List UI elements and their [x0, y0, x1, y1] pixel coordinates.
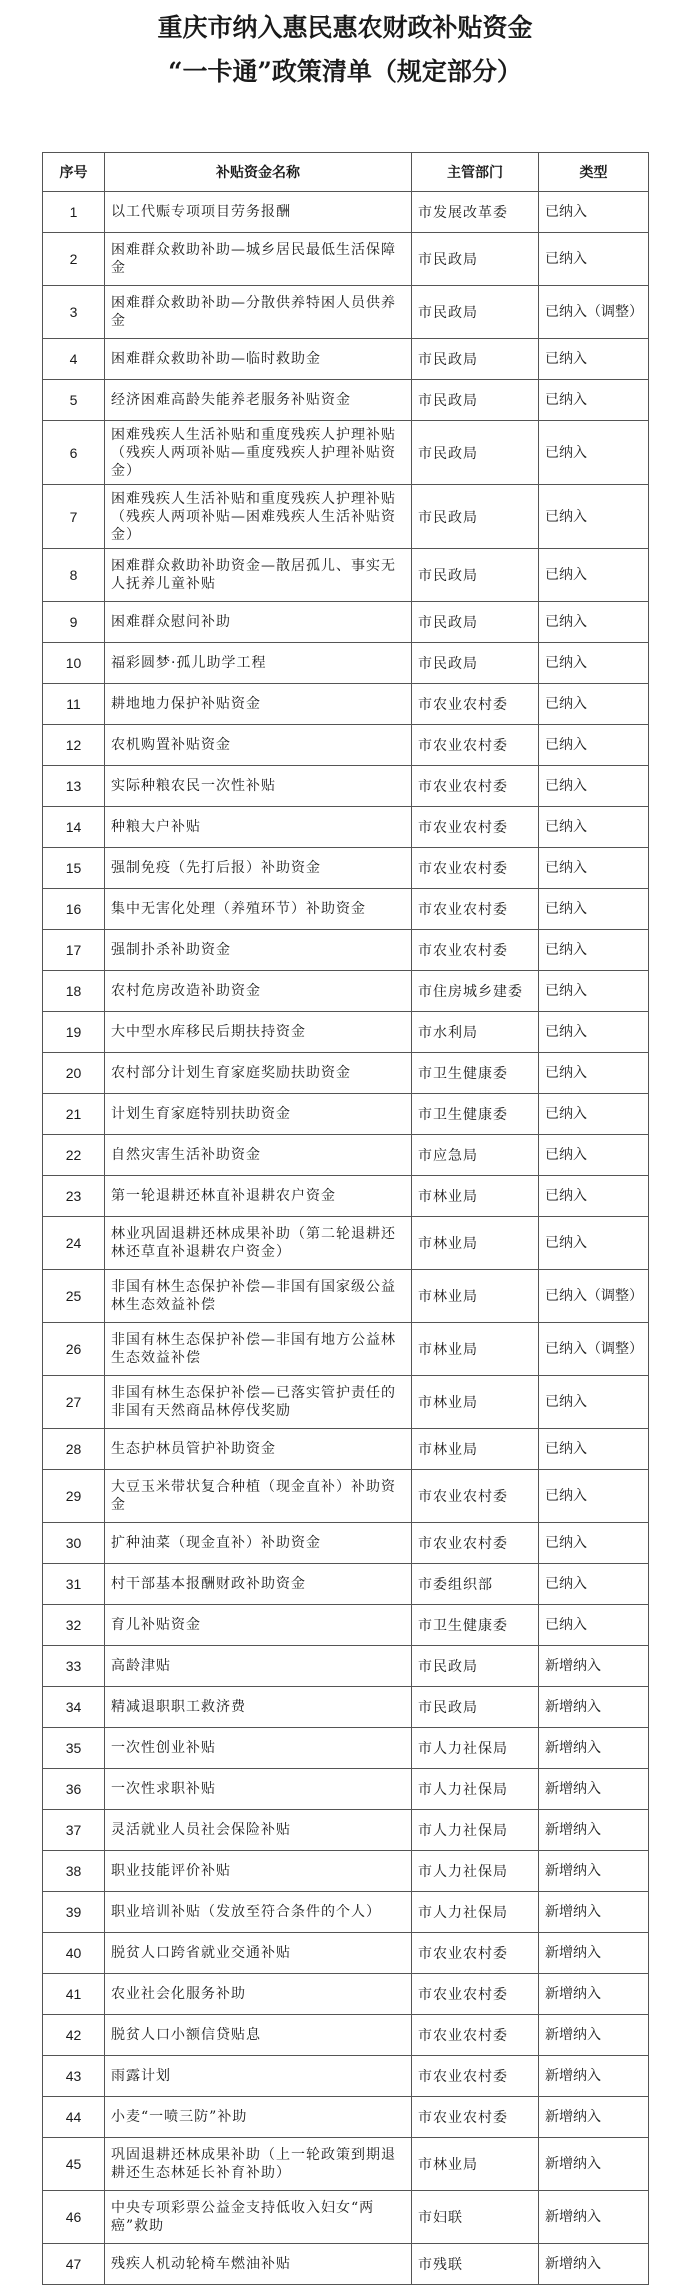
table-row	[43, 684, 649, 725]
subsidy-name: 计划生育家庭特别扶助资金	[105, 1094, 412, 1135]
row-number: 43	[43, 2056, 105, 2097]
row-number: 36	[43, 1769, 105, 1810]
table-row	[43, 1135, 649, 1176]
header-name: 补贴资金名称	[105, 153, 412, 192]
header-dept: 主管部门	[412, 153, 539, 192]
row-number: 41	[43, 1974, 105, 2015]
subsidy-name: 困难群众慰问补助	[105, 602, 412, 643]
subsidy-name: 农村部分计划生育家庭奖励扶助资金	[105, 1053, 412, 1094]
inclusion-type: 已纳入	[539, 1376, 649, 1429]
row-number: 14	[43, 807, 105, 848]
department: 市林业局	[412, 1270, 539, 1323]
subsidy-name: 残疾人机动轮椅车燃油补贴	[105, 2244, 412, 2285]
table-row	[43, 1892, 649, 1933]
inclusion-type: 已纳入	[539, 192, 649, 233]
inclusion-type: 已纳入	[539, 1217, 649, 1270]
row-number: 25	[43, 1270, 105, 1323]
row-number: 15	[43, 848, 105, 889]
table-row	[43, 1646, 649, 1687]
row-number: 44	[43, 2097, 105, 2138]
department: 市民政局	[412, 643, 539, 684]
subsidy-name: 困难群众救助补助—城乡居民最低生活保障金	[105, 233, 412, 286]
table-row	[43, 1810, 649, 1851]
table-row	[43, 1564, 649, 1605]
subsidy-name: 集中无害化处理（养殖环节）补助资金	[105, 889, 412, 930]
inclusion-type: 已纳入	[539, 602, 649, 643]
table-row	[43, 286, 649, 339]
subsidy-name: 经济困难高龄失能养老服务补贴资金	[105, 380, 412, 421]
subsidy-name: 强制扑杀补助资金	[105, 930, 412, 971]
department: 市林业局	[412, 2138, 539, 2191]
subsidy-name: 大豆玉米带状复合种植（现金直补）补助资金	[105, 1470, 412, 1523]
subsidy-name: 精减退职职工救济费	[105, 1687, 412, 1728]
table-body	[43, 192, 649, 2285]
inclusion-type: 已纳入	[539, 485, 649, 549]
inclusion-type: 新增纳入	[539, 1769, 649, 1810]
row-number: 32	[43, 1605, 105, 1646]
subsidy-name: 大中型水库移民后期扶持资金	[105, 1012, 412, 1053]
row-number: 34	[43, 1687, 105, 1728]
row-number: 17	[43, 930, 105, 971]
table-row	[43, 2015, 649, 2056]
table-row	[43, 766, 649, 807]
department: 市卫生健康委	[412, 1605, 539, 1646]
inclusion-type: 已纳入	[539, 1012, 649, 1053]
table-row	[43, 1605, 649, 1646]
subsidy-name: 雨露计划	[105, 2056, 412, 2097]
department: 市民政局	[412, 380, 539, 421]
inclusion-type: 新增纳入	[539, 1728, 649, 1769]
department: 市人力社保局	[412, 1851, 539, 1892]
row-number: 30	[43, 1523, 105, 1564]
department: 市农业农村委	[412, 1523, 539, 1564]
table-row	[43, 602, 649, 643]
subsidy-name: 困难残疾人生活补贴和重度残疾人护理补贴（残疾人两项补贴—困难残疾人生活补贴资金）	[105, 485, 412, 549]
table-row	[43, 1094, 649, 1135]
subsidy-name: 农机购置补贴资金	[105, 725, 412, 766]
table-row	[43, 2056, 649, 2097]
row-number: 39	[43, 1892, 105, 1933]
table-row	[43, 421, 649, 485]
inclusion-type: 新增纳入	[539, 2097, 649, 2138]
inclusion-type: 已纳入	[539, 1605, 649, 1646]
subsidy-name: 强制免疫（先打后报）补助资金	[105, 848, 412, 889]
inclusion-type: 已纳入	[539, 1470, 649, 1523]
subsidy-name: 非国有林生态保护补偿—非国有地方公益林生态效益补偿	[105, 1323, 412, 1376]
inclusion-type: 已纳入	[539, 930, 649, 971]
row-number: 10	[43, 643, 105, 684]
row-number: 11	[43, 684, 105, 725]
inclusion-type: 已纳入	[539, 848, 649, 889]
title-line-1: 重庆市纳入惠民惠农财政补贴资金	[157, 13, 533, 42]
department: 市民政局	[412, 233, 539, 286]
subsidy-name: 高龄津贴	[105, 1646, 412, 1687]
department: 市人力社保局	[412, 1892, 539, 1933]
row-number: 31	[43, 1564, 105, 1605]
row-number: 3	[43, 286, 105, 339]
inclusion-type: 已纳入	[539, 807, 649, 848]
inclusion-type: 已纳入	[539, 421, 649, 485]
department: 市委组织部	[412, 1564, 539, 1605]
table-row	[43, 1974, 649, 2015]
row-number: 22	[43, 1135, 105, 1176]
subsidy-name: 非国有林生态保护补偿—已落实管护责任的非国有天然商品林停伐奖励	[105, 1376, 412, 1429]
header-type: 类型	[539, 153, 649, 192]
department: 市农业农村委	[412, 807, 539, 848]
inclusion-type: 已纳入	[539, 971, 649, 1012]
department: 市农业农村委	[412, 2056, 539, 2097]
subsidy-name: 困难群众救助补助资金—散居孤儿、事实无人抚养儿童补贴	[105, 549, 412, 602]
department: 市人力社保局	[412, 1810, 539, 1851]
department: 市水利局	[412, 1012, 539, 1053]
department: 市人力社保局	[412, 1769, 539, 1810]
subsidy-name: 农业社会化服务补助	[105, 1974, 412, 2015]
table-row	[43, 192, 649, 233]
policy-table	[42, 152, 649, 2285]
row-number: 37	[43, 1810, 105, 1851]
inclusion-type: 新增纳入	[539, 1851, 649, 1892]
table-row	[43, 889, 649, 930]
inclusion-type: 已纳入	[539, 1094, 649, 1135]
department: 市民政局	[412, 286, 539, 339]
subsidy-name: 育儿补贴资金	[105, 1605, 412, 1646]
table-row	[43, 1687, 649, 1728]
subsidy-name: 第一轮退耕还林直补退耕农户资金	[105, 1176, 412, 1217]
subsidy-name: 困难群众救助补助—分散供养特困人员供养金	[105, 286, 412, 339]
subsidy-name: 脱贫人口跨省就业交通补贴	[105, 1933, 412, 1974]
table-row	[43, 1769, 649, 1810]
inclusion-type: 已纳入（调整）	[539, 1270, 649, 1323]
inclusion-type: 新增纳入	[539, 1974, 649, 2015]
table-row	[43, 1470, 649, 1523]
department: 市农业农村委	[412, 1974, 539, 2015]
subsidy-name: 实际种粮农民一次性补贴	[105, 766, 412, 807]
department: 市民政局	[412, 602, 539, 643]
inclusion-type: 新增纳入	[539, 2056, 649, 2097]
department: 市农业农村委	[412, 930, 539, 971]
row-number: 6	[43, 421, 105, 485]
row-number: 8	[43, 549, 105, 602]
inclusion-type: 已纳入（调整）	[539, 286, 649, 339]
row-number: 27	[43, 1376, 105, 1429]
inclusion-type: 已纳入	[539, 889, 649, 930]
department: 市民政局	[412, 549, 539, 602]
department: 市民政局	[412, 1646, 539, 1687]
inclusion-type: 已纳入	[539, 1429, 649, 1470]
row-number: 7	[43, 485, 105, 549]
table-row	[43, 1376, 649, 1429]
inclusion-type: 新增纳入	[539, 2244, 649, 2285]
title-line-2: “一卡通”政策清单（规定部分）	[168, 57, 522, 86]
department: 市农业农村委	[412, 1470, 539, 1523]
inclusion-type: 新增纳入	[539, 1810, 649, 1851]
department: 市人力社保局	[412, 1728, 539, 1769]
row-number: 42	[43, 2015, 105, 2056]
subsidy-name: 一次性创业补贴	[105, 1728, 412, 1769]
department: 市林业局	[412, 1323, 539, 1376]
table-row	[43, 1523, 649, 1564]
table-row	[43, 971, 649, 1012]
subsidy-name: 种粮大户补贴	[105, 807, 412, 848]
subsidy-name: 生态护林员管护补助资金	[105, 1429, 412, 1470]
table-row	[43, 233, 649, 286]
row-number: 38	[43, 1851, 105, 1892]
inclusion-type: 新增纳入	[539, 2138, 649, 2191]
inclusion-type: 已纳入	[539, 1135, 649, 1176]
table-row	[43, 1323, 649, 1376]
department: 市应急局	[412, 1135, 539, 1176]
department: 市农业农村委	[412, 725, 539, 766]
table-row	[43, 1012, 649, 1053]
row-number: 9	[43, 602, 105, 643]
inclusion-type: 已纳入	[539, 1564, 649, 1605]
department: 市农业农村委	[412, 848, 539, 889]
row-number: 35	[43, 1728, 105, 1769]
inclusion-type: 已纳入	[539, 339, 649, 380]
department: 市农业农村委	[412, 889, 539, 930]
row-number: 2	[43, 233, 105, 286]
subsidy-name: 耕地地力保护补贴资金	[105, 684, 412, 725]
department: 市农业农村委	[412, 2015, 539, 2056]
department: 市民政局	[412, 1687, 539, 1728]
table-row	[43, 2097, 649, 2138]
table-row	[43, 643, 649, 684]
department: 市林业局	[412, 1217, 539, 1270]
subsidy-name: 脱贫人口小额信贷贴息	[105, 2015, 412, 2056]
subsidy-name: 中央专项彩票公益金支持低收入妇女“两癌”救助	[105, 2191, 412, 2244]
department: 市农业农村委	[412, 1933, 539, 1974]
row-number: 28	[43, 1429, 105, 1470]
table-row	[43, 807, 649, 848]
subsidy-name: 自然灾害生活补助资金	[105, 1135, 412, 1176]
subsidy-name: 福彩圆梦·孤儿助学工程	[105, 643, 412, 684]
row-number: 18	[43, 971, 105, 1012]
row-number: 47	[43, 2244, 105, 2285]
row-number: 4	[43, 339, 105, 380]
row-number: 16	[43, 889, 105, 930]
row-number: 45	[43, 2138, 105, 2191]
row-number: 29	[43, 1470, 105, 1523]
inclusion-type: 已纳入	[539, 1176, 649, 1217]
table-row	[43, 1270, 649, 1323]
table-row	[43, 848, 649, 889]
department: 市发展改革委	[412, 192, 539, 233]
table-row	[43, 1217, 649, 1270]
inclusion-type: 已纳入	[539, 233, 649, 286]
row-number: 23	[43, 1176, 105, 1217]
department: 市残联	[412, 2244, 539, 2285]
table-row	[43, 725, 649, 766]
table-row	[43, 930, 649, 971]
department: 市农业农村委	[412, 684, 539, 725]
subsidy-name: 一次性求职补贴	[105, 1769, 412, 1810]
subsidy-name: 扩种油菜（现金直补）补助资金	[105, 1523, 412, 1564]
table-row	[43, 380, 649, 421]
table-row	[43, 549, 649, 602]
department: 市妇联	[412, 2191, 539, 2244]
subsidy-name: 灵活就业人员社会保险补贴	[105, 1810, 412, 1851]
subsidy-name: 农村危房改造补助资金	[105, 971, 412, 1012]
department: 市农业农村委	[412, 2097, 539, 2138]
subsidy-name: 职业技能评价补贴	[105, 1851, 412, 1892]
inclusion-type: 已纳入	[539, 549, 649, 602]
table-row	[43, 2138, 649, 2191]
department: 市林业局	[412, 1429, 539, 1470]
table-row	[43, 1851, 649, 1892]
inclusion-type: 已纳入	[539, 766, 649, 807]
department: 市民政局	[412, 339, 539, 380]
table-header-row	[43, 153, 649, 192]
table-row	[43, 2191, 649, 2244]
title-block	[0, 0, 690, 120]
row-number: 20	[43, 1053, 105, 1094]
department: 市民政局	[412, 421, 539, 485]
inclusion-type: 新增纳入	[539, 1892, 649, 1933]
department: 市住房城乡建委	[412, 971, 539, 1012]
inclusion-type: 新增纳入	[539, 1933, 649, 1974]
subsidy-name: 职业培训补贴（发放至符合条件的个人）	[105, 1892, 412, 1933]
department: 市卫生健康委	[412, 1094, 539, 1135]
department: 市卫生健康委	[412, 1053, 539, 1094]
row-number: 46	[43, 2191, 105, 2244]
department: 市民政局	[412, 485, 539, 549]
row-number: 21	[43, 1094, 105, 1135]
header-no: 序号	[43, 153, 105, 192]
table-row	[43, 339, 649, 380]
inclusion-type: 已纳入	[539, 684, 649, 725]
department: 市林业局	[412, 1176, 539, 1217]
subsidy-name: 小麦“一喷三防”补助	[105, 2097, 412, 2138]
inclusion-type: 新增纳入	[539, 2191, 649, 2244]
row-number: 26	[43, 1323, 105, 1376]
table-row	[43, 1933, 649, 1974]
row-number: 33	[43, 1646, 105, 1687]
row-number: 19	[43, 1012, 105, 1053]
subsidy-name: 以工代赈专项项目劳务报酬	[105, 192, 412, 233]
inclusion-type: 已纳入	[539, 380, 649, 421]
department: 市农业农村委	[412, 766, 539, 807]
table-row	[43, 1429, 649, 1470]
table-row	[43, 1728, 649, 1769]
row-number: 40	[43, 1933, 105, 1974]
row-number: 5	[43, 380, 105, 421]
inclusion-type: 已纳入	[539, 1053, 649, 1094]
row-number: 12	[43, 725, 105, 766]
table-row	[43, 485, 649, 549]
row-number: 24	[43, 1217, 105, 1270]
subsidy-name: 困难群众救助补助—临时救助金	[105, 339, 412, 380]
table-row	[43, 2244, 649, 2285]
inclusion-type: 已纳入	[539, 1523, 649, 1564]
row-number: 1	[43, 192, 105, 233]
inclusion-type: 新增纳入	[539, 1687, 649, 1728]
department: 市林业局	[412, 1376, 539, 1429]
inclusion-type: 新增纳入	[539, 1646, 649, 1687]
inclusion-type: 已纳入	[539, 643, 649, 684]
inclusion-type: 新增纳入	[539, 2015, 649, 2056]
subsidy-name: 困难残疾人生活补贴和重度残疾人护理补贴（残疾人两项补贴—重度残疾人护理补贴资金）	[105, 421, 412, 485]
inclusion-type: 已纳入（调整）	[539, 1323, 649, 1376]
table-row	[43, 1176, 649, 1217]
subsidy-name: 村干部基本报酬财政补助资金	[105, 1564, 412, 1605]
row-number: 13	[43, 766, 105, 807]
subsidy-name: 非国有林生态保护补偿—非国有国家级公益林生态效益补偿	[105, 1270, 412, 1323]
inclusion-type: 已纳入	[539, 725, 649, 766]
subsidy-name: 林业巩固退耕还林成果补助（第二轮退耕还林还草直补退耕农户资金）	[105, 1217, 412, 1270]
table-row	[43, 1053, 649, 1094]
subsidy-name: 巩固退耕还林成果补助（上一轮政策到期退耕还生态林延长补育补助）	[105, 2138, 412, 2191]
